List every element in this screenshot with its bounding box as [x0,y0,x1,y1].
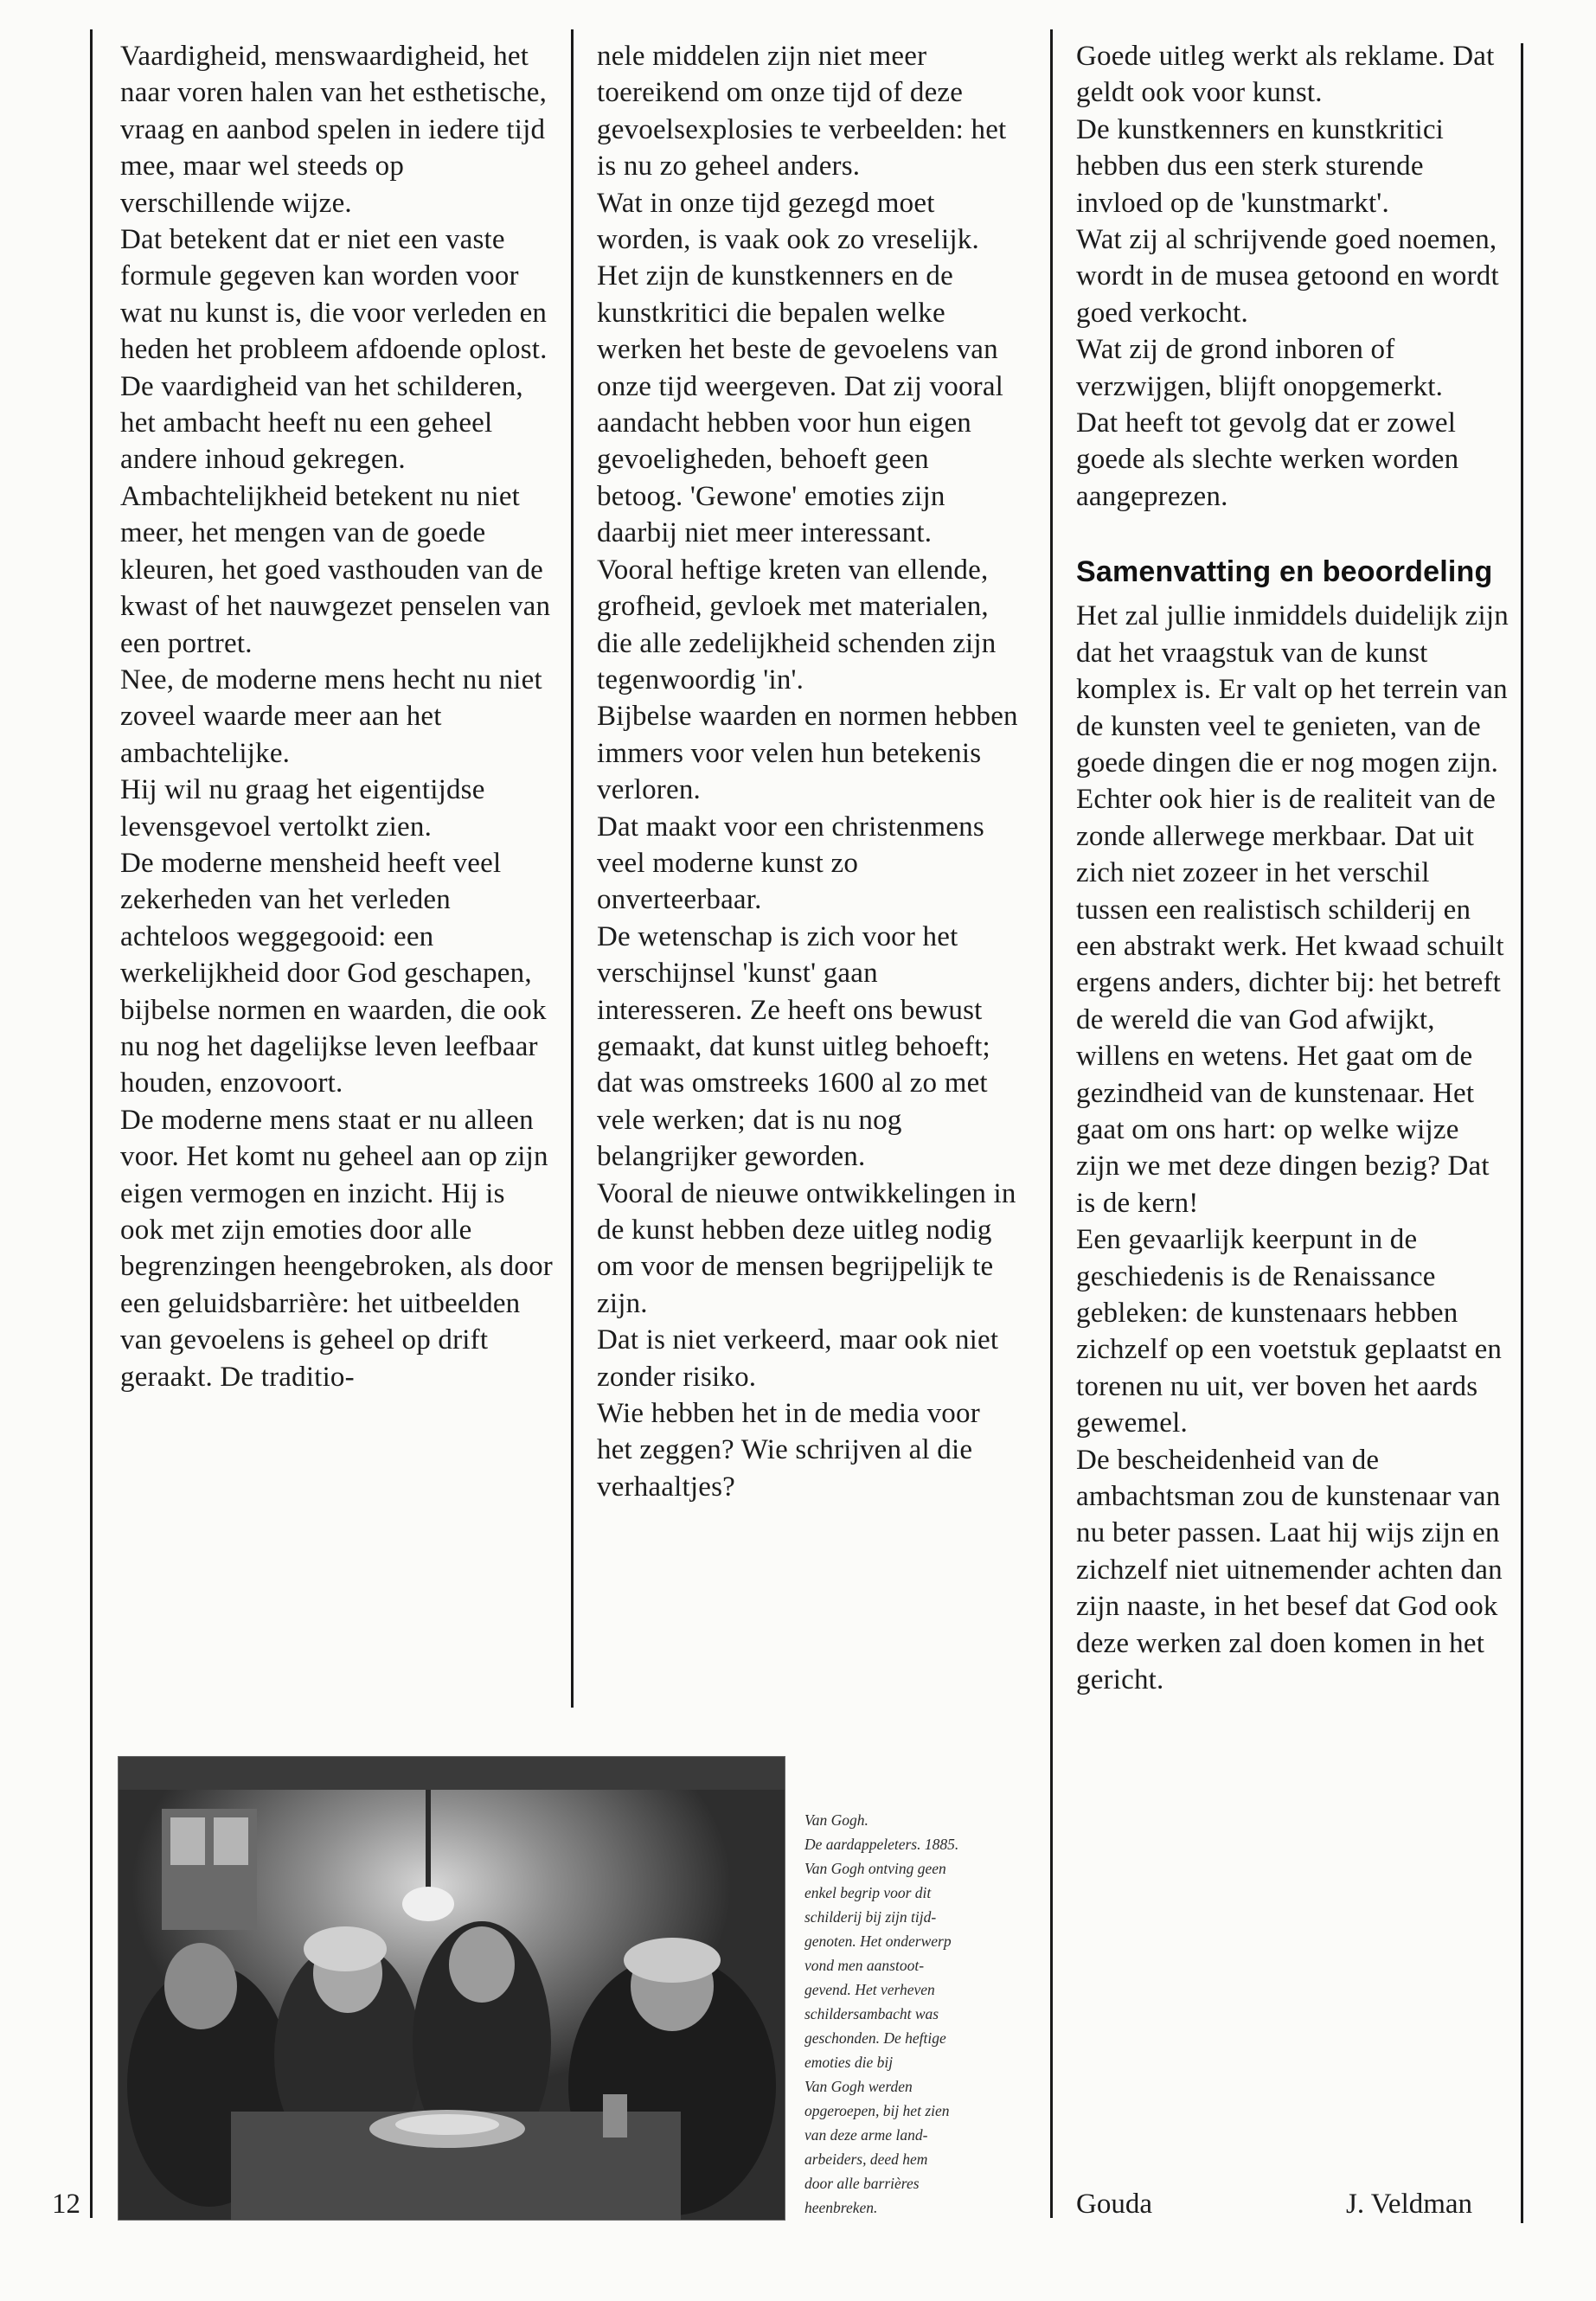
paragraph: Het zijn de kunstkenners en de kunstkritici die bepalen welke werken het beste de gevoelens van onze tijd weergeven. Dat zij vooral aandacht hebben voor hun eigen gevoeligheden, behoeft geen betoog. 'Gewone' emoties zijn daarbij niet meer interessant. [597,260,1004,549]
caption-line: De aardappeleters. 1885. [804,1836,959,1853]
paragraph: Bijbelse waarden en normen hebben immers voor velen hun betekenis verloren. [597,701,1018,806]
paragraph: Nee, de moderne mens hecht nu niet zoveel waarde meer aan het ambachtelijke. [120,663,542,769]
caption-line: genoten. Het onderwerp [804,1932,952,1950]
caption-line: heenbreken. [804,2199,878,2216]
paragraph: Dat maakt voor een christenmens veel moderne kunst zo onverteerbaar. [597,811,984,916]
column-3 [1076,38,1509,1698]
page-number: 12 [52,2189,80,2220]
caption-line: van deze arme land- [804,2126,928,2144]
column-2 [597,38,1021,1505]
paragraph: nele middelen zijn niet meer toereikend om onze tijd of deze gevoelsexplosies te verbeelden: het is nu zo geheel anders. [597,41,1007,183]
signature-place: Gouda [1076,2189,1152,2220]
paragraph: Echter ook hier is de realiteit van de zonde allerwege merkbaar. Dat uit zich niet zozeer in het verschil tussen een realistisch schilderij en een abstrakt werk. Het kwaad schuilt ergens anders, dichter bij: het betreft de wereld die van God afwijkt, willens en wetens. Het gaat om de gezindheid van de kunstenaar. Het gaat om ons hart: op welke wijze zijn we met deze dingen bezig? Dat is de kern! [1076,784,1504,1219]
paragraph: Vooral heftige kreten van ellende, grofheid, gevloek met materialen, die alle zedelijkheid schenden zijn tegenwoordig 'in'. [597,554,997,695]
caption-line: door alle barrières [804,2175,920,2192]
caption-line: enkel begrip voor dit [804,1884,932,1901]
paragraph: Ambachtelijkheid betekent nu niet meer, het mengen van de goede kleuren, het goed vasthouden van de kwast of het nauwgezet penselen van een portret. [120,480,551,659]
paragraph: Hij wil nu graag het eigentijdse levensgevoel vertolkt zien. [120,774,485,843]
paragraph: Een gevaarlijk keerpunt in de geschiedenis is de Renaissance gebleken: de kunstenaars hebben zichzelf op een voetstuk geplaatst en torenen nu uit, ver boven het aards gewemel. [1076,1224,1503,1439]
paragraph: Vaardigheid, menswaardigheid, het naar voren halen van het esthetische, vraag en aanbod spelen in iedere tijd mee, maar wel steeds op verschillende wijze. [120,41,548,219]
caption-line: Van Gogh ontving geen [804,1860,946,1877]
caption-line: geschonden. De heftige [804,2029,946,2047]
paragraph: De moderne mensheid heeft veel zekerheden van het verleden achteloos weggegooid: een werkelijkheid door God geschapen, bijbelse normen en waarden, die ook nu nog het dagelijkse leven leefbaar houden, enzovoort. [120,847,547,1099]
caption-line: vond men aanstoot- [804,1957,925,1974]
caption-line: emoties die bij [804,2054,894,2071]
paragraph: Vooral de nieuwe ontwikkelingen in de kunst hebben deze uitleg nodig om voor de mensen begrijpelijk te zijn. [597,1177,1016,1319]
paragraph: Wat zij al schrijvende goed noemen, wordt in de musea getoond en wordt goed verkocht. [1076,224,1499,329]
paragraph: Het zal jullie inmiddels duidelijk zijn dat het vraagstuk van de kunst komplex is. Er valt op het terrein van de kunsten veel te genieten, van de goede dingen die er nog mogen zijn. [1076,600,1509,779]
paragraph: Goede uitleg werkt als reklame. Dat geldt ook voor kunst. [1076,41,1495,109]
rule-right [1521,43,1523,2223]
painting-caption [804,1808,1029,2220]
rule-left [90,29,93,2218]
caption-line: schilderij bij zijn tijd- [804,1908,937,1926]
paragraph: De kunstkenners en kunstkritici hebben dus een sterk sturende invloed op de 'kunstmarkt'. [1076,113,1445,219]
paragraph: Dat heeft tot gevolg dat er zowel goede als slechte werken worden aangeprezen. [1076,407,1459,512]
caption-line: Van Gogh werden [804,2078,913,2095]
paragraph: De bescheidenheid van de ambachtsman zou de kunstenaar van nu beter passen. Laat hij wijs zijn en zichzelf niet uitnemender achten dan zijn naaste, in het besef dat God ook deze werken zal doen komen in het gericht. [1076,1444,1503,1696]
paragraph: Wat in onze tijd gezegd moet worden, is vaak ook zo vreselijk. [597,187,979,256]
paragraph: De wetenschap is zich voor het verschijnsel 'kunst' gaan interesseren. Ze heeft ons bewust gemaakt, dat kunst uitleg behoeft; dat was omstreeks 1600 al zo met vele werken; dat is nu nog belangrijker geworden. [597,920,990,1173]
paragraph: Wie hebben het in de media voor het zeggen? Wie schrijven al die verhaaltjes? [597,1398,980,1503]
section-heading: Samenvatting en beoordeling [1076,555,1493,589]
caption-line: schildersambacht was [804,2005,939,2022]
caption-line: Van Gogh. [804,1811,869,1829]
paragraph: De moderne mens staat er nu alleen voor. Het komt nu geheel aan op zijn eigen vermogen en inzicht. Hij is ook met zijn emoties door alle begrenzingen heengebroken, als door een geluidsbarrière: het uitbeelden van gevoelens is geheel op drift geraakt. De traditio- [120,1104,553,1393]
author-name: J. Veldman [1346,2189,1473,2220]
rule-mid-2 [1050,29,1053,2218]
painting-image [118,1756,785,2221]
rule-mid-1 [571,29,574,1708]
paragraph: De vaardigheid van het schilderen, het ambacht heeft nu een geheel andere inhoud gekregen. [120,370,523,476]
paragraph: Wat zij de grond inboren of verzwijgen, blijft onopgemerkt. [1076,334,1444,402]
caption-line: arbeiders, deed hem [804,2150,928,2168]
caption-line: gevend. Het verheven [804,1981,935,1998]
paragraph: Dat is niet verkeerd, maar ook niet zonder risiko. [597,1324,999,1393]
caption-line: opgeroepen, bij het zien [804,2102,950,2119]
paragraph: Dat betekent dat er niet een vaste formule gegeven kan worden voor wat nu kunst is, die voor verleden en heden het probleem afdoende oplost. [120,224,548,366]
column-1 [120,38,553,1395]
